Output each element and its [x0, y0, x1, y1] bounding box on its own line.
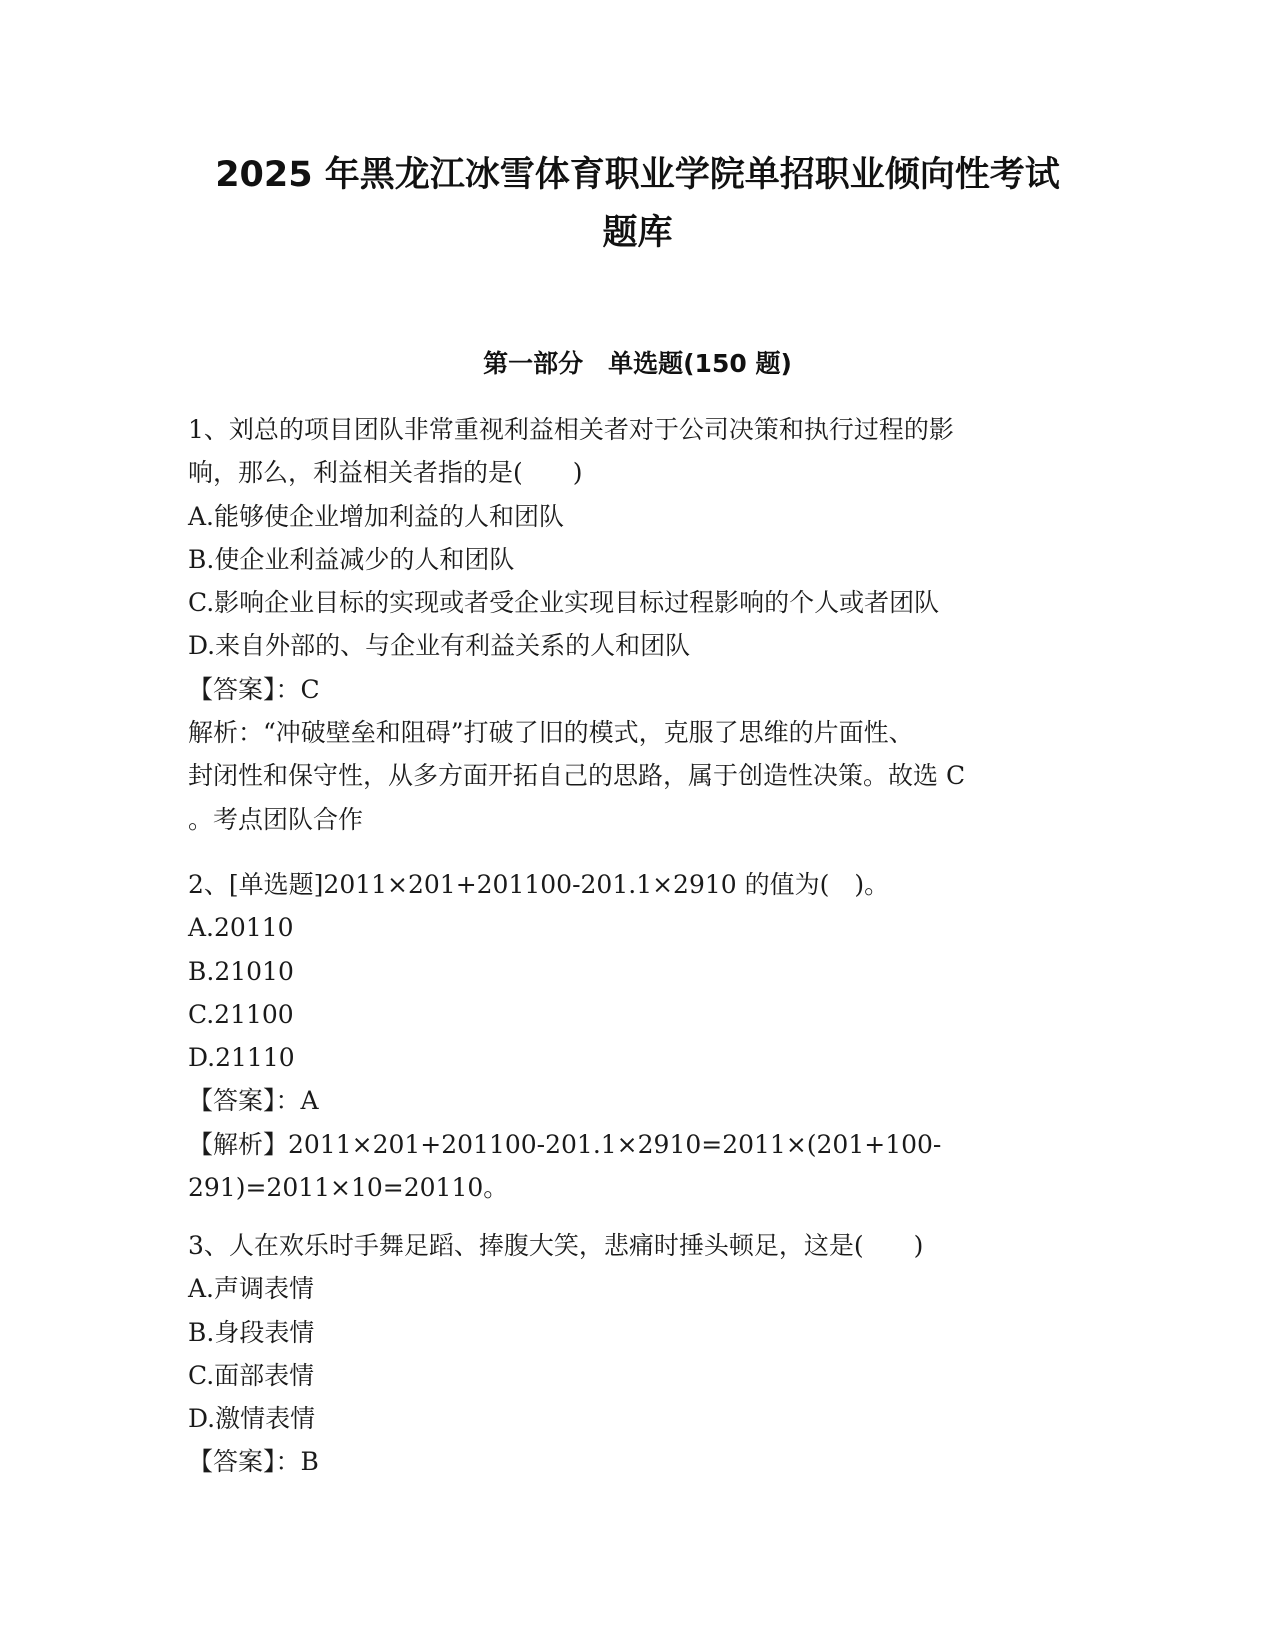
question-1-option-a: A.能够使企业增加利益的人和团队: [188, 501, 565, 531]
question-1-option-d: D.来自外部的、与企业有利益关系的人和团队: [188, 631, 691, 661]
question-3: [188, 1224, 1088, 1484]
question-1-option-b: B.使企业利益减少的人和团队: [188, 544, 515, 574]
document-title-line-2: 题库: [602, 213, 673, 253]
question-1-analysis-line-2: 封闭性和保守性，从多方面开拓自己的思路，属于创造性决策。故选 C: [188, 761, 966, 791]
question-1-analysis-line-1: 解析：“冲破壁垒和阻碍”打破了旧的模式，克服了思维的片面性、: [188, 718, 914, 748]
question-3-stem-line-1: 3、人在欢乐时手舞足蹈、捧腹大笑，悲痛时捶头顿足，这是( ): [188, 1231, 924, 1260]
question-2-analysis-line-2: 291)=2011×10=20110。: [188, 1173, 509, 1203]
document-title: [150, 146, 1125, 262]
question-3-option-a: A.声调表情: [188, 1274, 315, 1304]
question-1-answer: 【答案】：C: [188, 674, 320, 704]
document-title-line-1: 2025 年黑龙江冰雪体育职业学院单招职业倾向性考试: [215, 155, 1060, 195]
question-2: [188, 863, 1088, 1209]
question-2-option-b: B.21010: [188, 956, 294, 986]
section-title: 第一部分 单选题(150 题): [483, 349, 792, 378]
question-3-option-d: D.激情表情: [188, 1404, 316, 1434]
question-2-option-d: D.21110: [188, 1043, 295, 1073]
question-3-option-b: B.身段表情: [188, 1317, 315, 1347]
question-2-option-c: C.21100: [188, 999, 294, 1029]
question-2-stem-line-1: 2、[单选题]2011×201+201100-201.1×2910 的值为( )。: [188, 870, 890, 899]
question-1-stem-line-1: 1、刘总的项目团队非常重视利益相关者对于公司决策和执行过程的影: [188, 415, 954, 444]
question-2-answer: 【答案】：A: [188, 1086, 319, 1116]
question-1-stem-line-2: 响，那么，利益相关者指的是( ): [188, 458, 583, 488]
question-3-answer: 【答案】：B: [188, 1447, 319, 1477]
question-1-analysis-line-3: 。考点团队合作: [188, 804, 364, 834]
question-2-analysis-line-1: 【解析】2011×201+201100-201.1×2910=2011×(201+100-: [188, 1129, 942, 1159]
question-1-option-c: C.影响企业目标的实现或者受企业实现目标过程影响的个人或者团队: [188, 588, 940, 618]
question-3-option-c: C.面部表情: [188, 1360, 315, 1390]
question-2-option-a: A.20110: [188, 913, 294, 943]
question-1: [188, 408, 1088, 841]
